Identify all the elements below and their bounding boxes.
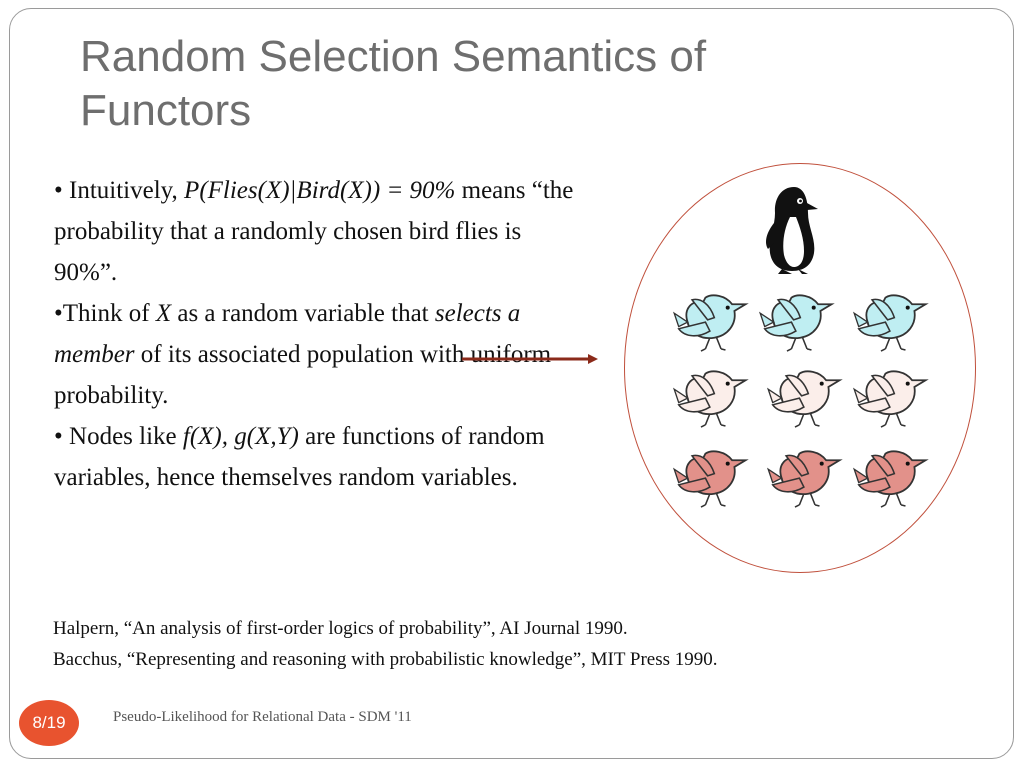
page-number-badge: 8/19 [19, 700, 79, 746]
slide-body [54, 170, 574, 498]
bird-icon [672, 364, 750, 430]
arrow-icon [460, 352, 600, 366]
bullet-marker: • [54, 177, 63, 204]
bullet-3 [54, 416, 574, 498]
bullet-marker: • [54, 300, 63, 327]
variable-x: X [155, 300, 172, 327]
bullet-2-text: of its associated population with uniform probability. [54, 341, 552, 409]
bullet-1-text: means “the probability that a randomly chosen bird flies is 90%”. [54, 177, 574, 286]
bullet-1 [54, 170, 574, 293]
footer-text: Pseudo-Likelihood for Relational Data - SDM '11 [113, 709, 412, 725]
bullet-3-lead: Nodes like [62, 423, 183, 450]
bird-icon [852, 444, 930, 510]
references [53, 613, 718, 675]
bird-icon [758, 288, 836, 354]
bullet-3-text: are functions of random variables, hence themselves random variables. [54, 423, 545, 491]
bird-icon [852, 288, 930, 354]
bullet-marker: • [54, 423, 63, 450]
selects-member-emphasis: selects a member [54, 300, 521, 368]
bullet-1-lead: Intuitively, [62, 177, 185, 204]
bird-icon [852, 364, 930, 430]
bullet-2-lead: Think of [62, 300, 156, 327]
reference-item: Bacchus, “Representing and reasoning with probabilistic knowledge”, MIT Press 1990. [53, 649, 718, 670]
slide-title: Random Selection Semantics of Functors [80, 32, 707, 135]
probability-formula: P(Flies(X)|Bird(X)) = 90% [184, 177, 456, 204]
bird-icon [672, 288, 750, 354]
bullet-2-mid: as a random variable that [171, 300, 435, 327]
reference-item: Halpern, “An analysis of first-order logics of probability”, AI Journal 1990. [53, 618, 628, 639]
functor-formula: f(X), g(X,Y) [182, 423, 299, 450]
penguin-icon [762, 183, 822, 275]
bird-icon [766, 364, 844, 430]
bird-icon [672, 444, 750, 510]
bird-icon [766, 444, 844, 510]
